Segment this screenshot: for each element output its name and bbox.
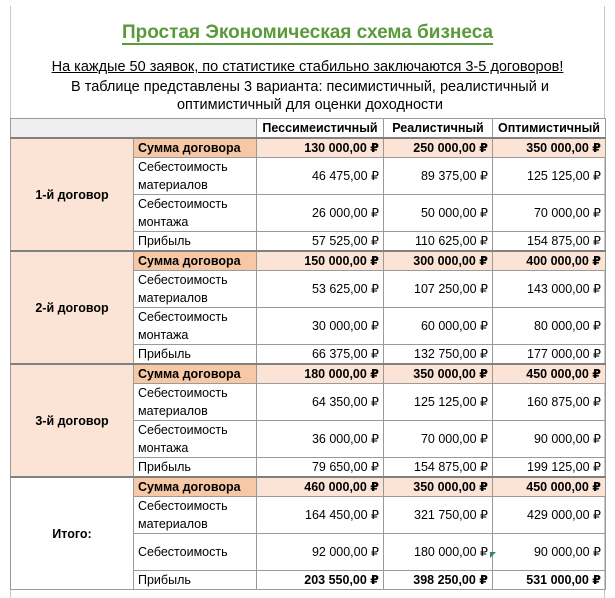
value-cell[interactable]: 300 000,00 ₽: [384, 251, 493, 271]
contract-sum-row: [11, 477, 606, 497]
value-cell[interactable]: 60 000,00 ₽: [384, 308, 493, 345]
value-cell[interactable]: 143 000,00 ₽: [493, 271, 606, 308]
value-cell[interactable]: 203 550,00 ₽: [257, 571, 384, 590]
value-cell[interactable]: 64 350,00 ₽: [257, 384, 384, 421]
row-label[interactable]: Сумма договора: [134, 477, 257, 497]
value-cell[interactable]: 66 375,00 ₽: [257, 345, 384, 365]
value-cell[interactable]: 164 450,00 ₽: [257, 497, 384, 534]
cell-comment-marker: [490, 552, 496, 558]
header-corner: [11, 119, 257, 139]
row-label[interactable]: Сумма договора: [134, 364, 257, 384]
value-cell[interactable]: 350 000,00 ₽: [384, 364, 493, 384]
value-cell[interactable]: 110 625,00 ₽: [384, 232, 493, 252]
value-cell[interactable]: 450 000,00 ₽: [493, 477, 606, 497]
row-label[interactable]: Себестоимость монтажа: [134, 421, 257, 458]
value-cell[interactable]: 460 000,00 ₽: [257, 477, 384, 497]
group-label[interactable]: 2-й договор: [11, 251, 134, 364]
group-label[interactable]: Итого:: [11, 477, 134, 590]
value-cell[interactable]: 26 000,00 ₽: [257, 195, 384, 232]
row-label[interactable]: Себестоимость материалов: [134, 158, 257, 195]
value-cell[interactable]: 130 000,00 ₽: [257, 138, 384, 158]
value-cell[interactable]: 150 000,00 ₽: [257, 251, 384, 271]
value-cell[interactable]: 90 000,00 ₽: [493, 421, 606, 458]
group-label[interactable]: 3-й договор: [11, 364, 134, 477]
value-cell[interactable]: 132 750,00 ₽: [384, 345, 493, 365]
header-optimistic[interactable]: Оптимистичный: [493, 119, 606, 139]
value-cell[interactable]: 350 000,00 ₽: [493, 138, 606, 158]
note-variants: В таблице представлены 3 варианта: песимистичный, реалистичный и оптимистичный для оценки доходности: [71, 79, 549, 113]
value-cell[interactable]: 531 000,00 ₽: [493, 571, 606, 590]
value-cell[interactable]: 107 250,00 ₽: [384, 271, 493, 308]
header-realistic[interactable]: Реалистичный: [384, 119, 493, 139]
row-label[interactable]: Себестоимость материалов: [134, 497, 257, 534]
value-cell[interactable]: 160 875,00 ₽: [493, 384, 606, 421]
value-cell[interactable]: 398 250,00 ₽: [384, 571, 493, 590]
value-cell[interactable]: 57 525,00 ₽: [257, 232, 384, 252]
value-cell[interactable]: 350 000,00 ₽: [384, 477, 493, 497]
header-pessimistic[interactable]: Пессимеистичный: [257, 119, 384, 139]
row-label[interactable]: Себестоимость: [134, 534, 257, 571]
contract-sum-row: [11, 364, 606, 384]
value-cell[interactable]: 89 375,00 ₽: [384, 158, 493, 195]
value-cell[interactable]: 180 000,00 ₽: [384, 534, 493, 571]
contract-sum-row: [11, 138, 606, 158]
value-cell[interactable]: 70 000,00 ₽: [493, 195, 606, 232]
note-contracts: На каждые 50 заявок, по статистике стабильно заключаются 3-5 договоров!: [51, 59, 564, 75]
value-cell[interactable]: 321 750,00 ₽: [384, 497, 493, 534]
value-cell[interactable]: 80 000,00 ₽: [493, 308, 606, 345]
value-cell[interactable]: 36 000,00 ₽: [257, 421, 384, 458]
business-scheme-table: [10, 118, 606, 590]
row-label[interactable]: Прибыль: [134, 571, 257, 590]
value-cell[interactable]: 154 875,00 ₽: [493, 232, 606, 252]
row-label[interactable]: Прибыль: [134, 345, 257, 365]
row-label[interactable]: Прибыль: [134, 232, 257, 252]
value-cell[interactable]: 154 875,00 ₽: [384, 458, 493, 478]
row-label[interactable]: Сумма договора: [134, 138, 257, 158]
value-cell[interactable]: 70 000,00 ₽: [384, 421, 493, 458]
row-label[interactable]: Себестоимость монтажа: [134, 195, 257, 232]
header-row: [11, 119, 606, 139]
value-cell[interactable]: 53 625,00 ₽: [257, 271, 384, 308]
row-label[interactable]: Себестоимость материалов: [134, 271, 257, 308]
value-cell[interactable]: 177 000,00 ₽: [493, 345, 606, 365]
value-cell[interactable]: 90 000,00 ₽: [493, 534, 606, 571]
page-title: Простая Экономическая схема бизнеса: [121, 22, 494, 43]
value-cell[interactable]: 429 000,00 ₽: [493, 497, 606, 534]
value-cell[interactable]: 125 125,00 ₽: [384, 384, 493, 421]
value-cell[interactable]: 199 125,00 ₽: [493, 458, 606, 478]
value-cell[interactable]: 400 000,00 ₽: [493, 251, 606, 271]
row-label[interactable]: Себестоимость материалов: [134, 384, 257, 421]
value-cell[interactable]: 450 000,00 ₽: [493, 364, 606, 384]
value-cell[interactable]: 30 000,00 ₽: [257, 308, 384, 345]
value-cell[interactable]: 79 650,00 ₽: [257, 458, 384, 478]
contract-sum-row: [11, 251, 606, 271]
row-label[interactable]: Прибыль: [134, 458, 257, 478]
value-cell[interactable]: 46 475,00 ₽: [257, 158, 384, 195]
value-cell[interactable]: 250 000,00 ₽: [384, 138, 493, 158]
group-label[interactable]: 1-й договор: [11, 138, 134, 251]
row-label[interactable]: Сумма договора: [134, 251, 257, 271]
value-cell[interactable]: 92 000,00 ₽: [257, 534, 384, 571]
value-cell[interactable]: 125 125,00 ₽: [493, 158, 606, 195]
row-label[interactable]: Себестоимость монтажа: [134, 308, 257, 345]
value-cell[interactable]: 50 000,00 ₽: [384, 195, 493, 232]
value-cell[interactable]: 180 000,00 ₽: [257, 364, 384, 384]
